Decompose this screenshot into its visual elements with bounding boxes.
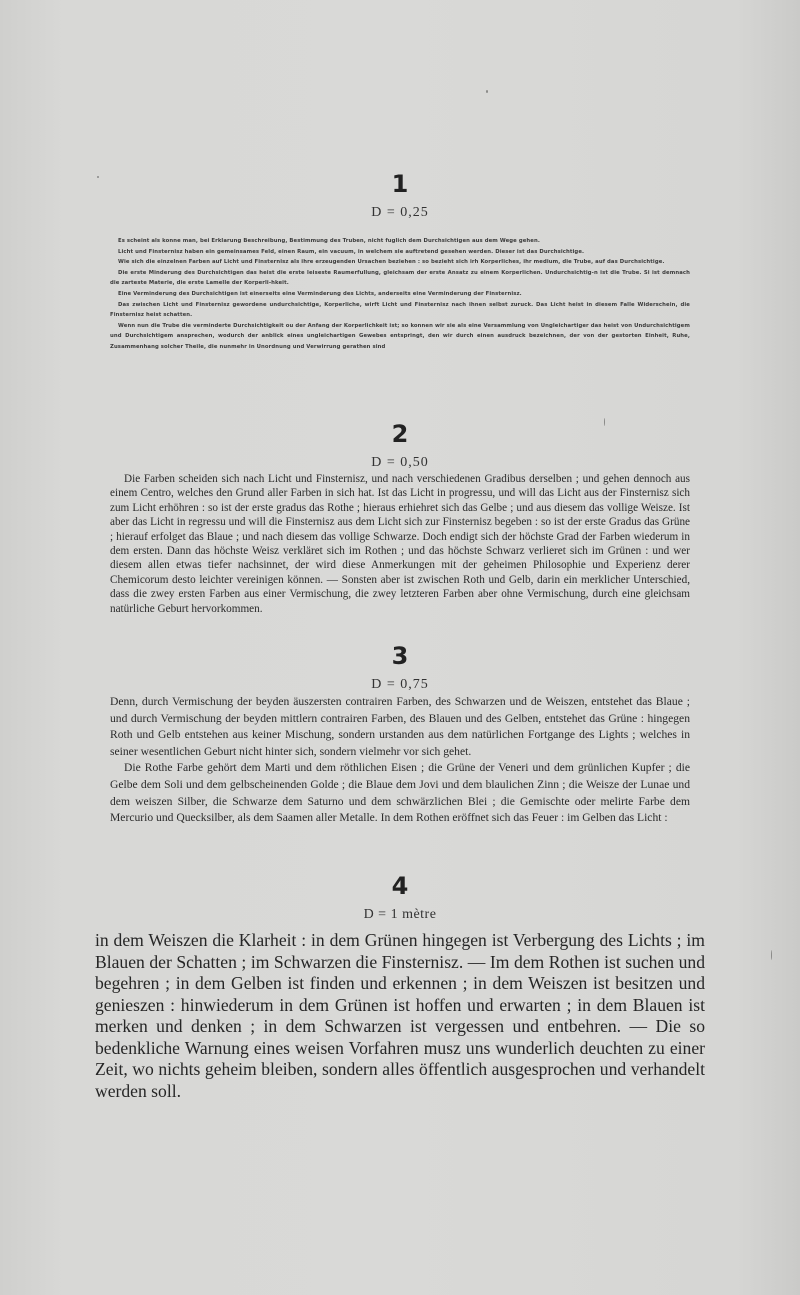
section-body	[110, 694, 690, 827]
paragraph: Die erste Minderung des Durchsichtigen das heist die erste leiseste Raumerfullung, gleichsam der erste Ansatz zu einem Korperlichen. Undurchsichtig-n ist die Trube. Si ist demnach die zarteste Materie, die erste Lamelle der Korperli-hkeit.	[110, 269, 690, 287]
section-number: 3	[391, 642, 409, 670]
paper-speck	[771, 950, 772, 960]
paragraph: Das zwischen Licht und Finsternisz gewordene undurchsichtige, Korperliche, wirft Licht und Finsternisz nach ihnen selbst zuruck. Das Licht heist in diesem Falle Widerschein, die Finsternisz heist schatten.	[110, 301, 690, 319]
paragraph: Eine Verminderung des Durchsichtigen ist einerseits eine Verminderung des Lichts, anderseits eine Verminderung der Finsternisz.	[118, 290, 522, 297]
paragraph: Licht und Finsternisz haben ein gemeinsames Feld, einen Raum, ein vacuum, in welchem sie auftretend gesehen werden. Dieser ist das Durchsichtige.	[118, 248, 585, 255]
paper-speck	[486, 90, 488, 93]
section-number: 2	[391, 420, 409, 448]
density-label: D = 0,25	[371, 205, 429, 220]
section-4	[0, 872, 800, 1101]
density-label: D = 0,50	[371, 455, 429, 470]
paragraph: Denn, durch Vermischung der beyden äuszersten contrairen Farben, des Schwarzen und de Weiszen, entstehet das Blaue ; und durch Vermischung der beyden mittlern contrairen Farben, des Blauen und des Gelben, entstehet das Grüne : hingegen Roth und Gelb entstehen aus keiner Mischung, sondern urstanden aus dem natürlichen Fortgange des Lights ; welches in seiner wesentlichen Geburt nicht hinter sich, sondern vielmehr vor sich gehet.	[110, 695, 690, 758]
paragraph: Wenn nun die Trube die verminderte Durchsichtigkeit ou der Anfang der Korperlichkeit ist; so konnen wir sie als eine Versammlung von Ungleichartiger das heist von Undurchsichtigem und Durchsichtigem ansprechen, wodurch der anblick eines ungleichartigen Gewebes entspringt, den wir durch einen ausdruck bezeichnen, der von der gestorten Einheit, Ruhe, Zusammenhang solcher Theile, die nunmehr in Unordnung und Verwirrung gerathen sind	[110, 322, 690, 350]
section-3	[0, 642, 800, 825]
section-body	[95, 930, 705, 1102]
section-body	[110, 472, 690, 616]
density-label: D = 1 mètre	[363, 907, 437, 922]
section-number: 4	[391, 872, 409, 900]
paragraph: Wie sich die einzelnen Farben auf Licht und Finsternisz als ihre erzeugenden Ursachen beziehen : so bezieht sich irh Korperliches, ihr medium, die Trube, auf das Durchsichtige.	[118, 259, 665, 266]
paragraph: Die Rothe Farbe gehört dem Marti und dem röthlichen Eisen ; die Grüne der Veneri und dem grünlichen Kupfer ; die Gelbe dem Soli und dem gelbscheinenden Golde ; die Blaue dem Jovi und dem blaulichen Zinn ; die Weisze der Lunae und dem weiszen Silber, die Schwarze dem Saturno und dem schwärzlichen Blei ; die Gemischte oder melirte Farbe dem Mercurio und Quecksilber, als dem Saamen aller Metalle. In dem Rothen eröffnet sich das Feuer : im Gelben das Licht :	[110, 761, 690, 825]
section-1	[0, 170, 800, 350]
paragraph: Die Farben scheiden sich nach Licht und Finsternisz, und nach verschiedenen Gradibus derselben ; und gehen dennoch aus einem Centro, welches den Grund aller Farben in sich hat. Ist das Licht in progressu, und will das Licht aus der Finsternisz sich zum Licht erhöhren : so ist der erste gradus das Rothe ; hieraus erhiehret sich das Gelbe ; und aus diesem das vollige Weisze. Ist aber das Licht in regressu und will die Finsternisz aus dem Licht sich zur Finsternisz begeben : so ist der erste Gradus das Grüne ; hierauf erfolget das Blaue ; und nach diesem das vollige Schwarze. Doch endigt sich der höchste Grad der Farben wiederum in dem ersten. Dann das höchste Weisz verkläret sich im Rothen ; und das höchste Schwarz verlieret sich im Grünen : und wer diesem allen etwas tiefer nachsinnet, der wird diese Anmerkungen mit der geheimen Philosophie und Experienz derer Chemicorum desto leichter vereinigen können. — Sonsten aber ist zwischen Roth und Gelb, darin ein merklicher Unterschied, dass die zwey ersten Farben aus einer Vermischung, die zwey letzteren Farben aber ohne Vermischung, durch eine gleichsam natürliche Geburt hervorkommen.	[110, 473, 690, 615]
section-2	[0, 420, 800, 615]
paragraph: in dem Weiszen die Klarheit : in dem Grünen hingegen ist Verbergung des Lichts ; im Blauen der Schatten ; im Schwarzen die Finsternisz. — Im dem Rothen ist suchen und begehren ; in dem Gelben ist finden und erkennen ; in dem Weiszen ist besitzen und genieszen : hinwiederum in dem Grünen ist hoffen und erwarten ; in dem Blauen ist merken und denken ; in dem Schwarzen ist vergessen und entbehren. — Die so bedenkliche Warnung eines weisen Vorfahren musz uns wunderlich deuchten zu einer Zeit, wo nichts geheim bleiben, sondern alles öffentlich ausgesprochen und verhandelt werden soll.	[95, 930, 705, 1101]
section-number: 1	[391, 170, 409, 198]
paragraph: Es scheint als konne man, bei Erklarung Beschreibung, Bestimmung des Truben, nicht fuglich dem Durchsichtigen aus dem Wege gehen.	[118, 238, 540, 244]
density-label: D = 0,75	[371, 677, 429, 692]
section-body	[110, 236, 690, 353]
